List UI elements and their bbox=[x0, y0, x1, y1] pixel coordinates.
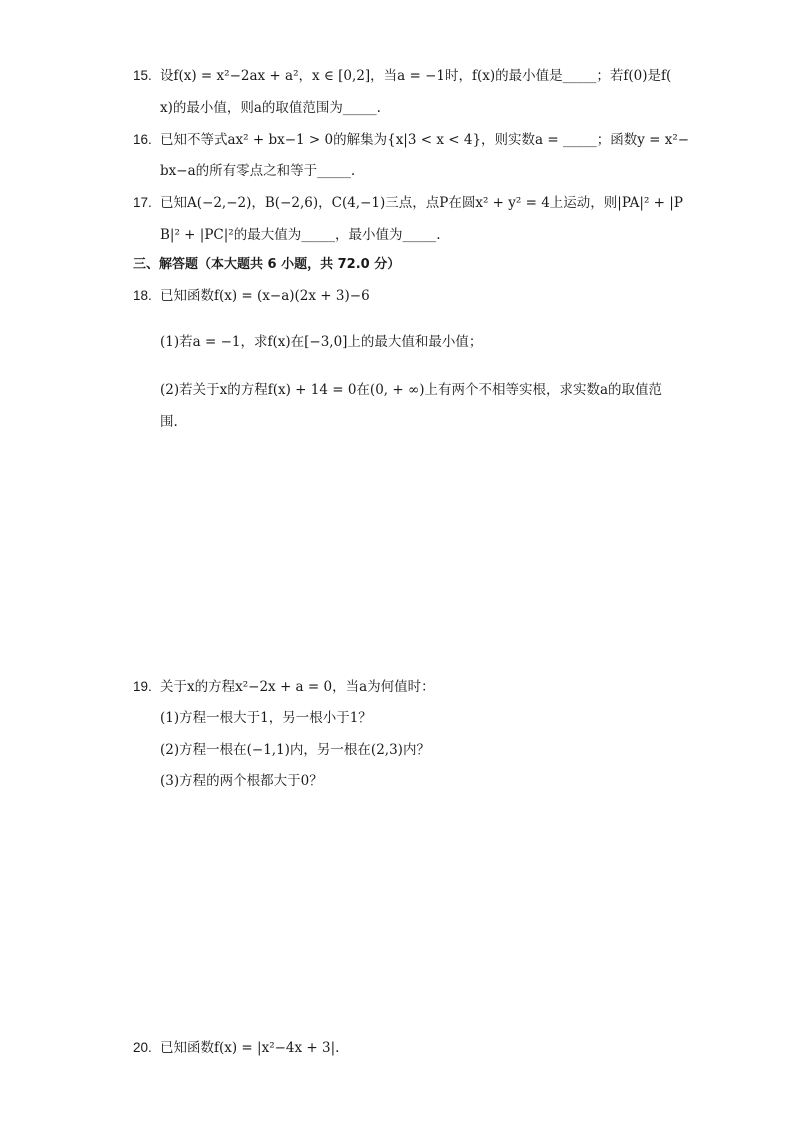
question-part: (2)若关于x的方程f(x) + 14 = 0在(0, + ∞)上有两个不相等实根，求实数a的取值范 bbox=[160, 382, 663, 398]
question-text: 已知不等式ax² + bx−1 > 0的解集为{x|3 < x < 4}，则实数a = _____；函数y = x²− bbox=[160, 132, 690, 148]
question-number: 18. bbox=[133, 288, 152, 303]
question-number: 16. bbox=[133, 132, 152, 147]
question-part: (2)方程一根在(−1,1)内，另一根在(2,3)内？ bbox=[160, 742, 430, 758]
question-part: (1)若a = −1，求f(x)在[−3,0]上的最大值和最小值； bbox=[160, 334, 483, 350]
question-text: B|² + |PC|²的最大值为_____，最小值为_____. bbox=[160, 227, 441, 243]
question-text: 已知A(−2,−2)，B(−2,6)，C(4,−1)三点，点P在圆x² + y² = 4上运动，则|PA|² + |P bbox=[160, 195, 683, 211]
question-stem: 已知函数f(x) = (x−a)(2x + 3)−6 bbox=[160, 288, 370, 304]
question-text: 设f(x) = x²−2ax + a²，x ∈ [0,2]，当a = −1时，f(x)的最小值是_____；若f(0)是f( bbox=[160, 68, 672, 84]
question-part: 围. bbox=[160, 414, 178, 430]
question-number: 19. bbox=[133, 679, 152, 694]
question-part: (3)方程的两个根都大于0？ bbox=[160, 773, 323, 789]
question-stem: 关于x的方程x²−2x + a = 0，当a为何值时： bbox=[160, 679, 435, 695]
question-text: bx−a的所有零点之和等于_____. bbox=[160, 163, 356, 179]
question-text: x)的最小值，则a的取值范围为_____. bbox=[160, 100, 381, 116]
section-header: 三、解答题（本大题共 6 小题，共 72.0 分） bbox=[133, 257, 401, 272]
question-part: (1)方程一根大于1，另一根小于1？ bbox=[160, 710, 372, 726]
question-number: 15. bbox=[133, 68, 152, 83]
question-stem: 已知函数f(x) = |x²−4x + 3|. bbox=[160, 1040, 340, 1056]
question-number: 20. bbox=[133, 1040, 152, 1055]
question-number: 17. bbox=[133, 195, 152, 210]
